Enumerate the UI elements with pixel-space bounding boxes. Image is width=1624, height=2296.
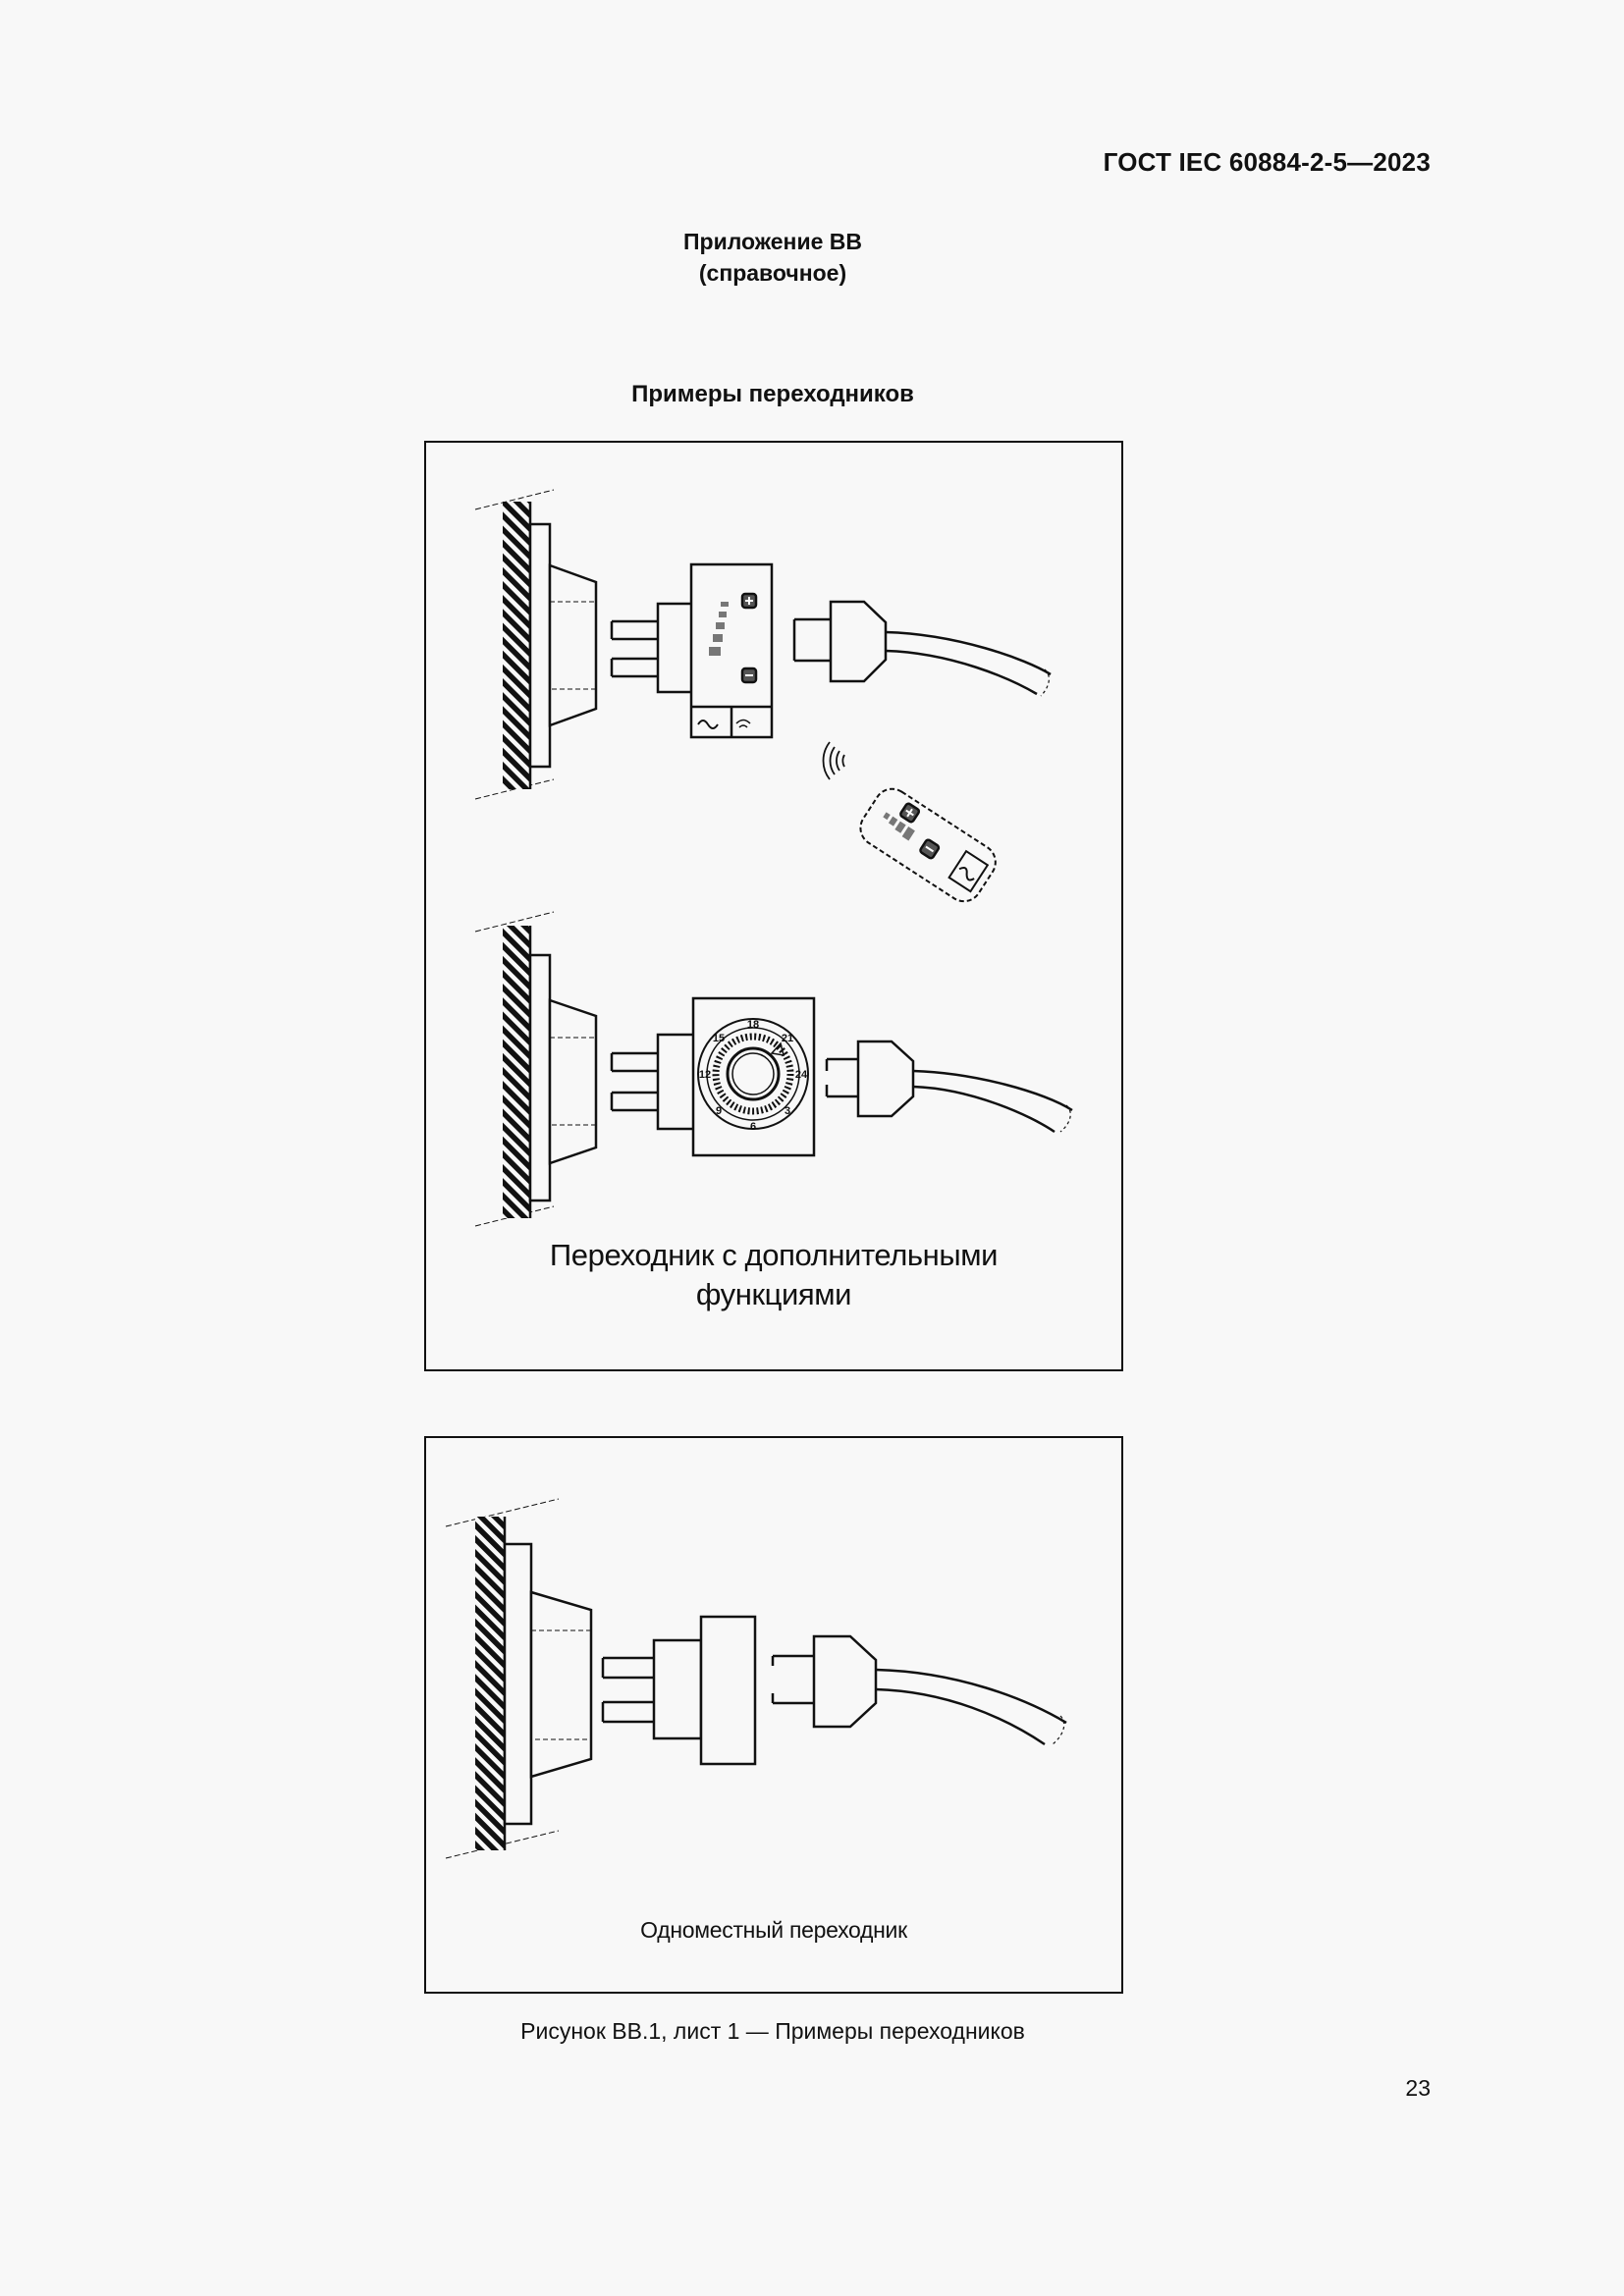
panel-label-line: функциями <box>695 1277 852 1311</box>
wireless-signal-icon <box>823 742 844 779</box>
panel-multifunction-label <box>426 1236 1121 1314</box>
annex-subtitle: (справочное) <box>698 260 847 286</box>
dial-mark: 21 <box>781 1033 794 1044</box>
panel-label-line: Переходник с дополнительными <box>549 1238 999 1272</box>
dial-mark: 24 <box>794 1069 808 1081</box>
dial-mark: 9 <box>715 1105 723 1117</box>
wall-socket-2 <box>475 912 596 1226</box>
dial-mark: 15 <box>712 1033 726 1044</box>
panel-single-adapter-label: Одноместный переходник <box>640 1917 907 1943</box>
wall-socket-3 <box>446 1499 591 1858</box>
smart-adapter <box>612 564 772 737</box>
plug-1 <box>794 602 1051 696</box>
single-adapter <box>603 1617 755 1764</box>
page-number: 23 <box>1405 2075 1431 2101</box>
standard-header: ГОСТ IEC 60884-2-5—2023 <box>1103 147 1431 177</box>
dial-mark: 6 <box>749 1121 757 1133</box>
multifunction-adapter-illustration <box>426 443 1121 1369</box>
figure-panel-multifunction <box>424 441 1123 1371</box>
dial-mark: 3 <box>784 1105 791 1117</box>
plug-3 <box>773 1636 1066 1744</box>
figure-panel-single-adapter <box>424 1436 1123 1994</box>
annex-heading <box>0 226 1545 289</box>
wall-socket-1 <box>475 490 596 799</box>
timer-adapter <box>612 998 814 1155</box>
dial-mark: 12 <box>698 1069 712 1081</box>
plug-2 <box>827 1041 1072 1132</box>
figure-caption: Рисунок ВВ.1, лист 1 — Примеры переходников <box>520 2018 1025 2044</box>
figure-title: Примеры переходников <box>631 381 914 407</box>
annex-title: Приложение ВВ <box>682 229 862 254</box>
remote-control <box>854 782 1002 908</box>
single-adapter-illustration <box>426 1438 1121 1992</box>
dial-mark: 18 <box>746 1019 760 1031</box>
